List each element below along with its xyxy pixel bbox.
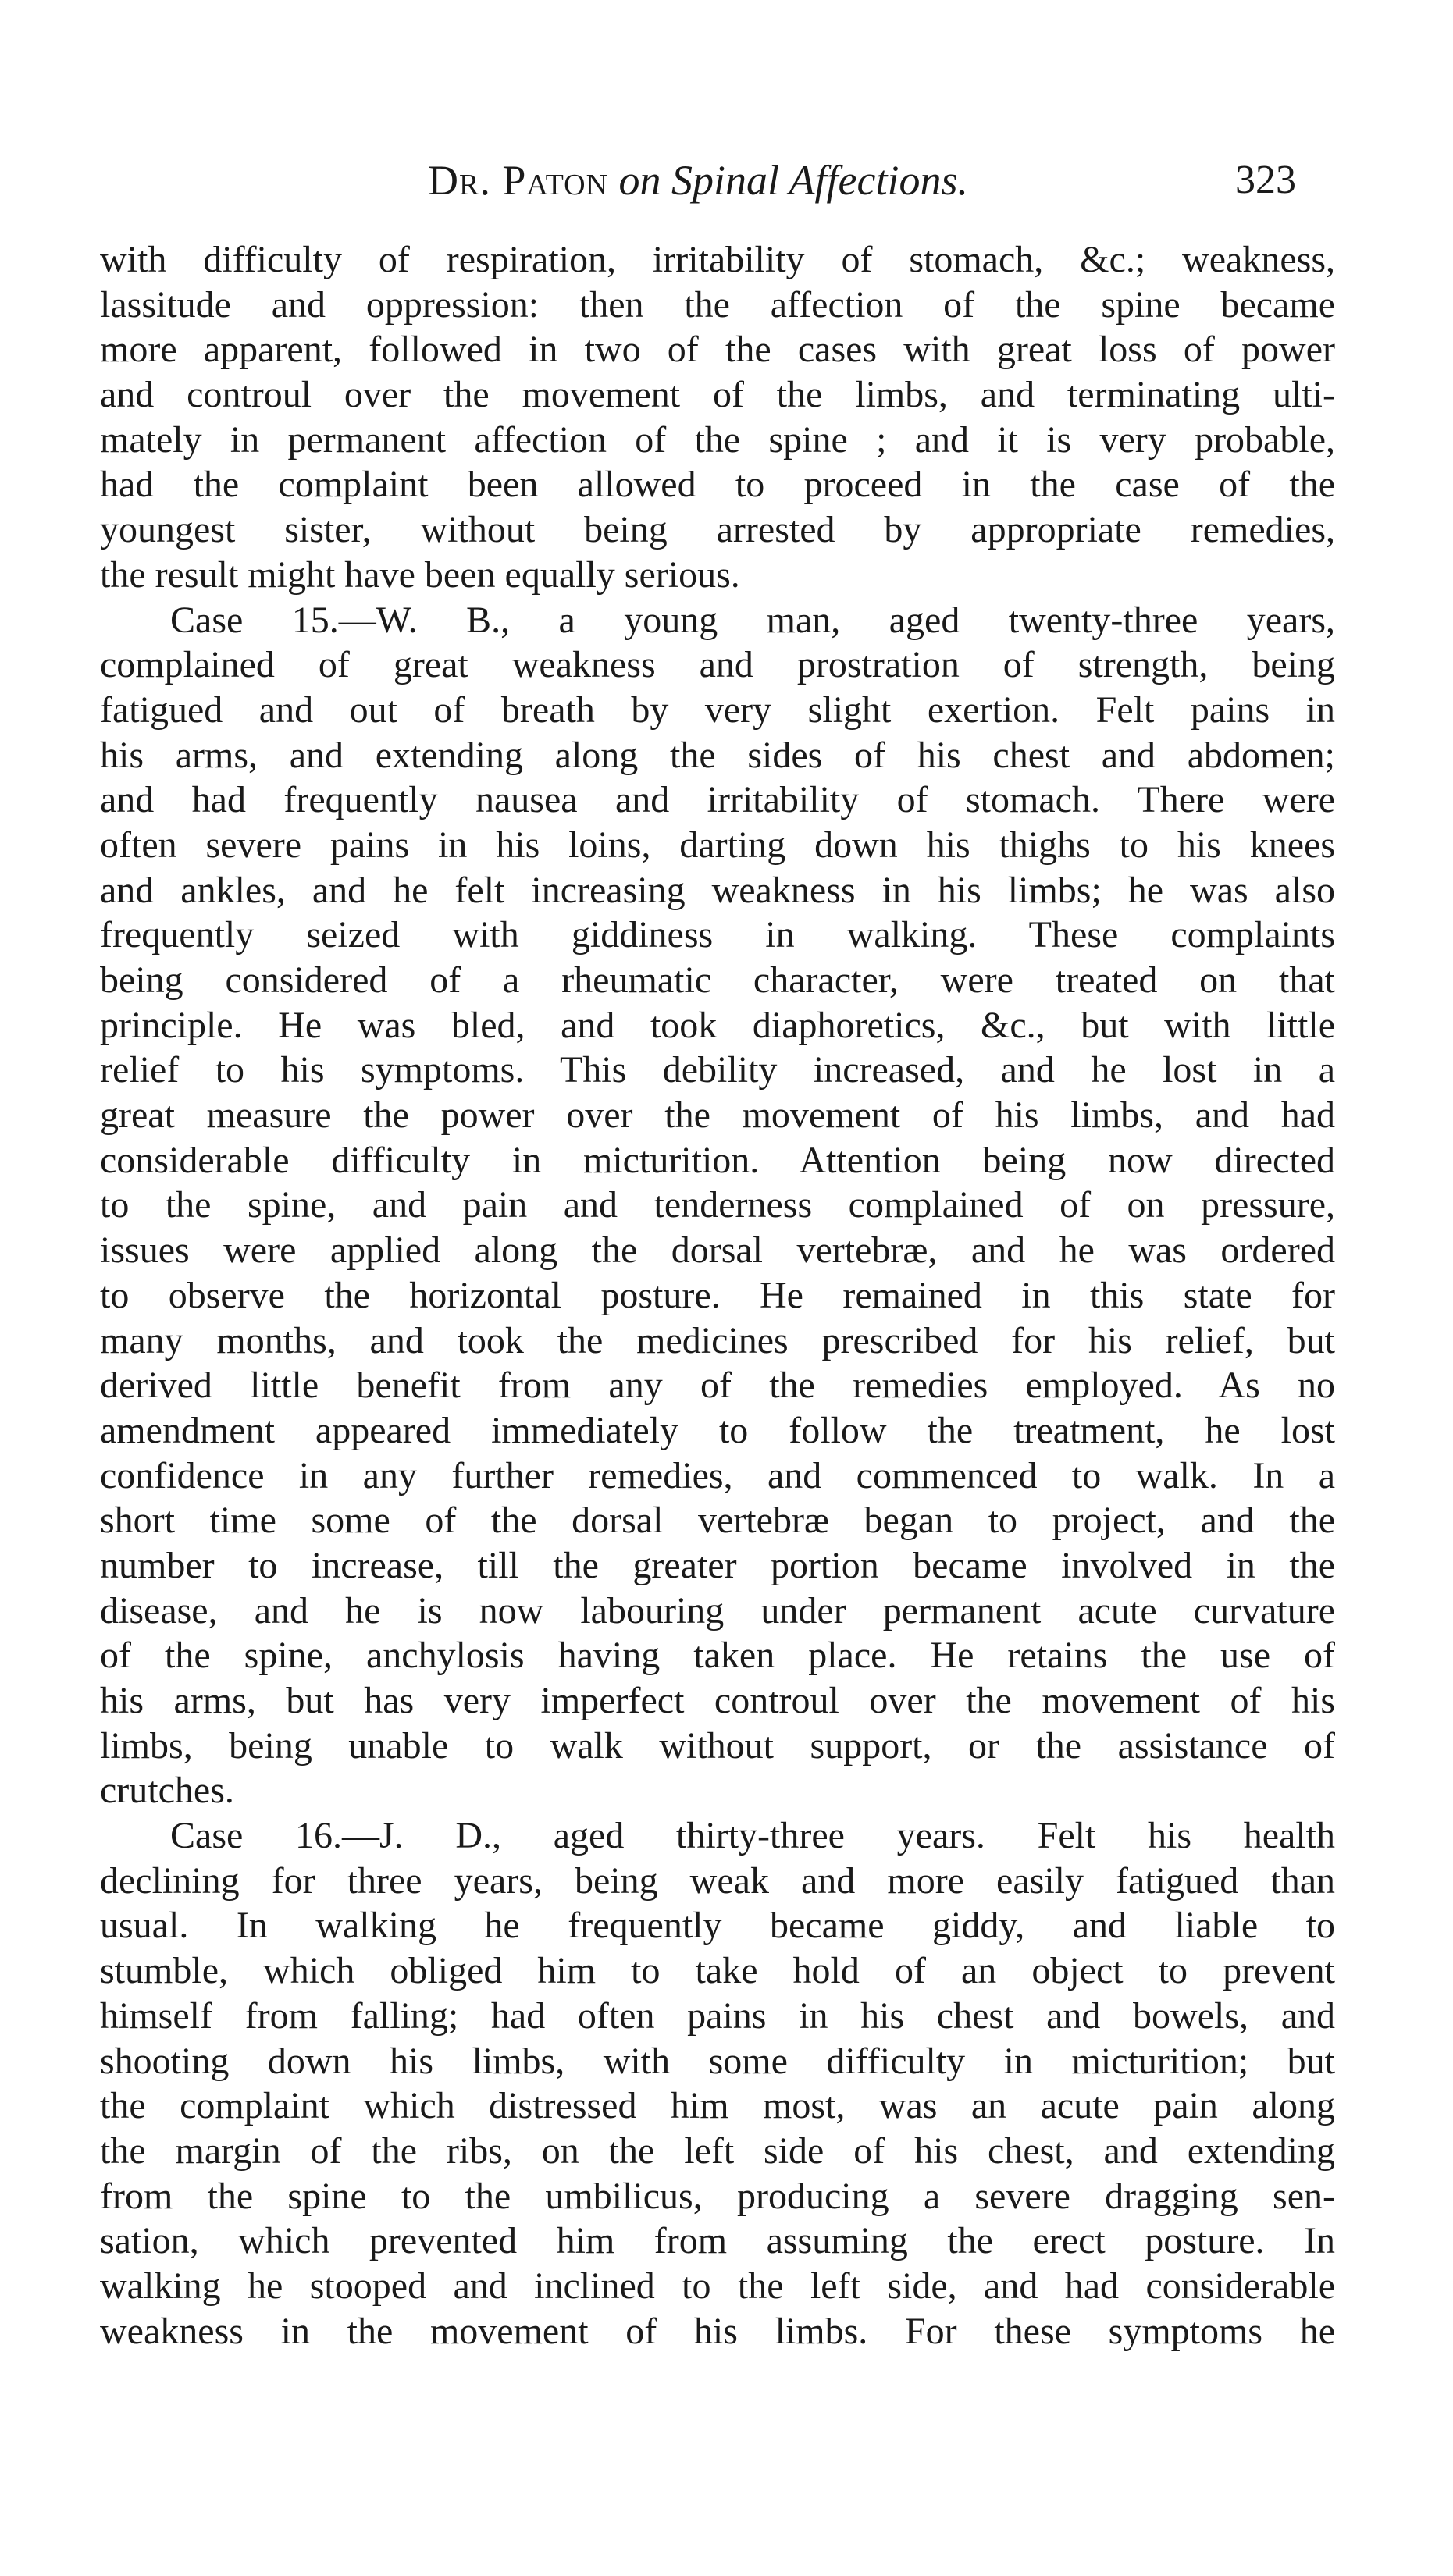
running-head-subject: Spinal Affections.	[671, 157, 968, 204]
text-line: the result might have been equally serious.	[100, 553, 740, 596]
text-line: and ankles, and he felt increasing weakness in his limbs; he was also	[100, 869, 1335, 911]
running-head	[0, 153, 1453, 215]
text-line: to the spine, and pain and tenderness complained of on pressure,	[100, 1184, 1335, 1226]
text-line: issues were applied along the dorsal vertebræ, and he was ordered	[100, 1229, 1335, 1272]
text-line: complained of great weakness and prostration of strength, being	[100, 644, 1335, 686]
text-line: fatigued and out of breath by very slight exertion. Felt pains in	[100, 688, 1335, 731]
text-line: to observe the horizontal posture. He remained in this state for	[100, 1274, 1335, 1316]
text-line: sation, which prevented him from assuming the erect posture. In	[100, 2220, 1335, 2262]
body-text	[100, 237, 1335, 2354]
text-line: stumble, which obliged him to take hold of an object to prevent	[100, 1950, 1335, 1992]
text-line: derived little benefit from any of the remedies employed. As no	[100, 1364, 1335, 1407]
text-line: relief to his symptoms. This debility increased, and he lost in a	[100, 1049, 1335, 1091]
page-number: 323	[1235, 158, 1296, 202]
text-line: declining for three years, being weak and more easily fatigued than	[100, 1859, 1335, 1902]
text-line: many months, and took the medicines prescribed for his relief, but	[100, 1319, 1335, 1361]
text-line: disease, and he is now labouring under permanent acute curvature	[100, 1589, 1335, 1631]
text-line: the margin of the ribs, on the left side of his chest, and extending	[100, 2129, 1335, 2172]
text-line: lassitude and oppression: then the affection of the spine became	[100, 283, 1335, 326]
text-line: himself from falling; had often pains in his chest and bowels, and	[100, 1994, 1335, 2037]
text-line: the complaint which distressed him most, was an acute pain along	[100, 2085, 1335, 2127]
text-line: and controul over the movement of the limbs, and terminating ulti-	[100, 374, 1335, 416]
text-line: principle. He was bled, and took diaphoretics, &c., but with little	[100, 1004, 1335, 1046]
running-head-connector: on	[608, 157, 672, 204]
text-line: number to increase, till the greater portion became involved in the	[100, 1544, 1335, 1586]
text-line: confidence in any further remedies, and commenced to walk. In a	[100, 1454, 1335, 1496]
text-line: usual. In walking he frequently became giddy, and liable to	[100, 1905, 1335, 1947]
text-line: often severe pains in his loins, darting down his thighs to his knees	[100, 824, 1335, 866]
running-head-title	[428, 153, 968, 208]
text-line: limbs, being unable to walk without support, or the assistance of	[100, 1724, 1335, 1767]
text-line: of the spine, anchylosis having taken place. He retains the use of	[100, 1635, 1335, 1677]
text-line: with difficulty of respiration, irritability of stomach, &c.; weakness,	[100, 239, 1335, 280]
text-line: youngest sister, without being arrested by appropriate remedies,	[100, 509, 1335, 551]
text-line: short time some of the dorsal vertebræ began to project, and the	[100, 1500, 1335, 1542]
text-line: walking he stooped and inclined to the left side, and had considerable	[100, 2265, 1335, 2307]
case-heading-line: Case 16.—J. D., aged thirty-three years. Felt his health	[170, 1815, 1335, 1857]
text-line: mately in permanent affection of the spine ; and it is very probable,	[100, 418, 1335, 461]
case-heading-line: Case 15.—W. B., a young man, aged twenty-three years,	[170, 599, 1335, 641]
text-line: frequently seized with giddiness in walking. These complaints	[100, 914, 1335, 956]
text-line: great measure the power over the movement of his limbs, and had	[100, 1094, 1335, 1137]
text-line: more apparent, followed in two of the cases with great loss of power	[100, 329, 1335, 371]
text-line: his arms, but has very imperfect controul over the movement of his	[100, 1680, 1335, 1721]
running-head-author: Dr. Paton	[428, 157, 609, 204]
text-line: considerable difficulty in micturition. Attention being now directed	[100, 1139, 1335, 1181]
text-line: and had frequently nausea and irritability of stomach. There were	[100, 779, 1335, 821]
text-line: shooting down his limbs, with some difficulty in micturition; but	[100, 2040, 1335, 2082]
text-line: crutches.	[100, 1770, 234, 1812]
text-line: from the spine to the umbilicus, producing a severe dragging sen-	[100, 2175, 1335, 2217]
text-line: amendment appeared immediately to follow the treatment, he lost	[100, 1409, 1335, 1451]
text-line: his arms, and extending along the sides of his chest and abdomen;	[100, 734, 1335, 776]
text-line: had the complaint been allowed to proceed in the case of the	[100, 464, 1335, 506]
text-line: being considered of a rheumatic character, were treated on that	[100, 959, 1335, 1001]
text-line: weakness in the movement of his limbs. For these symptoms he	[100, 2310, 1335, 2352]
